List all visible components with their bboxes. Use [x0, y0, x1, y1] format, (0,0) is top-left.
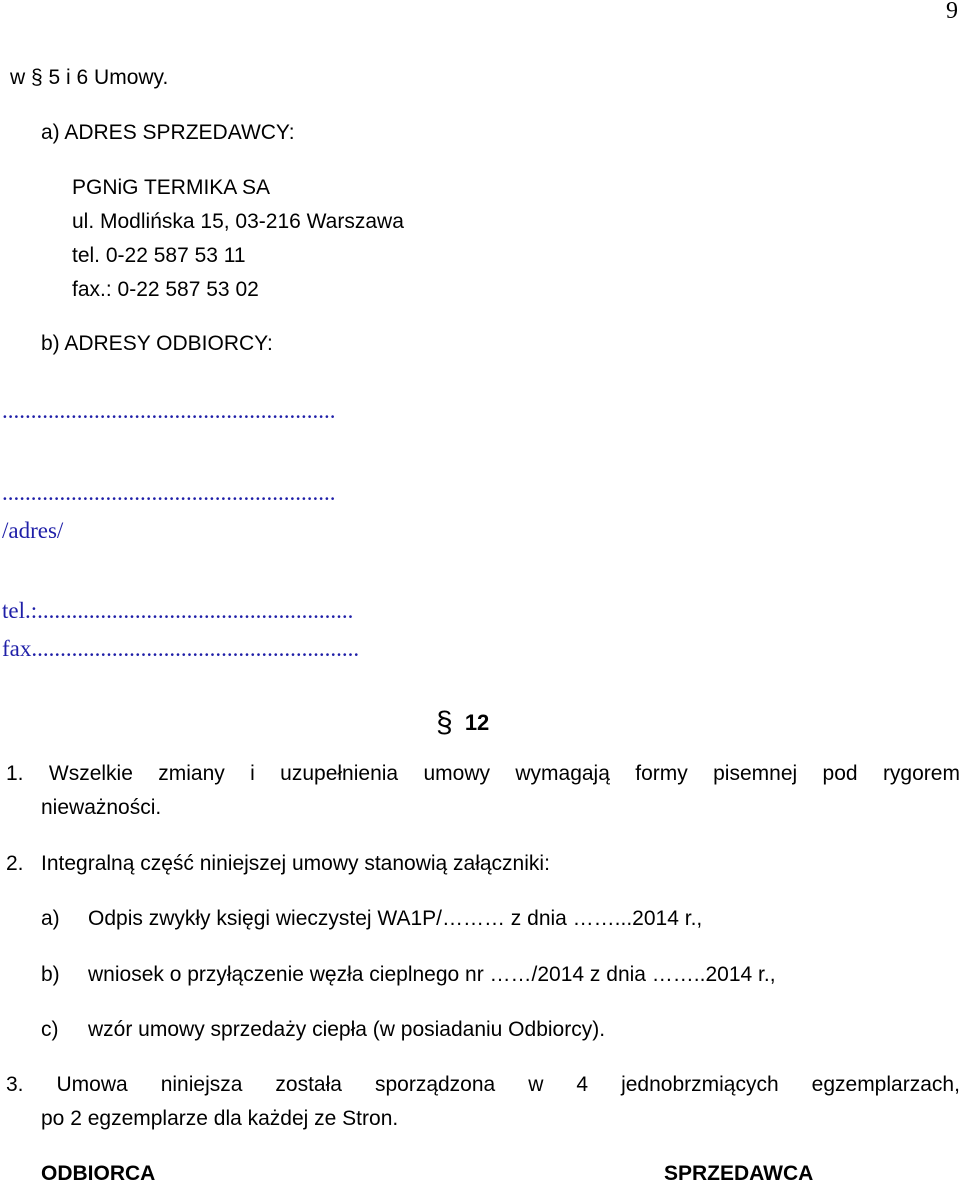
item-3-word: sporządzona	[374, 1073, 496, 1096]
section-number: 12	[464, 710, 490, 735]
item-1-word: uzupełnienia	[280, 762, 399, 785]
buyer-fax: fax.........................................................	[2, 636, 360, 661]
item-1-line	[6, 762, 960, 786]
item-1-word: zmiany	[158, 762, 225, 785]
item-1-word: pisemnej	[713, 762, 798, 785]
attachment-a-text: Odpis zwykły księgi wieczystej WA1P/……… z dnia ……...2014 r.,	[88, 907, 703, 930]
item-2-text: Integralną część niniejszej umowy stanowią załączniki:	[41, 852, 550, 875]
signature-buyer: ODBIORCA	[41, 1162, 156, 1185]
buyer-tel: tel.:.......................................................	[2, 598, 354, 623]
item-1-continuation: nieważności.	[41, 796, 162, 819]
item-3-word: w	[528, 1073, 544, 1096]
attachment-c-text: wzór umowy sprzedaży ciepła (w posiadaniu Odbiorcy).	[88, 1018, 606, 1041]
item-3-number: 3.	[6, 1073, 24, 1096]
item-1-word: umowy	[423, 762, 490, 785]
seller-name: PGNiG TERMIKA SA	[72, 176, 270, 199]
section-symbol: §	[436, 706, 453, 739]
item-1-word: pod	[822, 762, 858, 785]
item-1-word: wymagają	[515, 762, 610, 785]
section-heading	[436, 706, 489, 740]
signature-seller: SPRZEDAWCA	[664, 1162, 814, 1185]
attachment-b-text: wniosek o przyłączenie węzła cieplnego nr ……/2014 z dnia ……..2014 r.,	[88, 963, 776, 986]
item-1-word: formy	[635, 762, 688, 785]
item-1-number: 1.	[6, 762, 24, 785]
item-1-word: Wszelkie	[48, 762, 133, 785]
page-number: 9	[946, 0, 958, 24]
seller-heading: a) ADRES SPRZEDAWCY:	[41, 121, 295, 144]
buyer-heading: b) ADRESY ODBIORCY:	[41, 332, 273, 355]
seller-phone: tel. 0-22 587 53 11	[72, 244, 246, 267]
seller-fax: fax.: 0-22 587 53 02	[72, 278, 259, 301]
attachment-a-letter: a)	[41, 907, 60, 930]
buyer-address-line-1: ..........................................................	[2, 398, 336, 423]
item-1-word: rygorem	[882, 762, 960, 785]
intro-line: w § 5 i 6 Umowy.	[10, 66, 169, 89]
buyer-address-label: /adres/	[2, 518, 64, 543]
item-3-word: egzemplarzach,	[811, 1073, 960, 1096]
item-3-word: 4	[576, 1073, 589, 1096]
item-3-word: została	[275, 1073, 342, 1096]
attachment-b-letter: b)	[41, 963, 60, 986]
attachment-c-letter: c)	[41, 1018, 59, 1041]
item-3-line	[6, 1073, 960, 1097]
item-2-number: 2.	[6, 852, 24, 875]
item-3-word: jednobrzmiących	[621, 1073, 779, 1096]
item-1-word: i	[250, 762, 255, 785]
item-3-word: Umowa	[56, 1073, 128, 1096]
item-3-word: niniejsza	[160, 1073, 243, 1096]
item-3-continuation: po 2 egzemplarze dla każdej ze Stron.	[41, 1107, 399, 1130]
buyer-address-line-2: ..........................................................	[2, 480, 336, 505]
seller-street: ul. Modlińska 15, 03-216 Warszawa	[72, 210, 404, 233]
